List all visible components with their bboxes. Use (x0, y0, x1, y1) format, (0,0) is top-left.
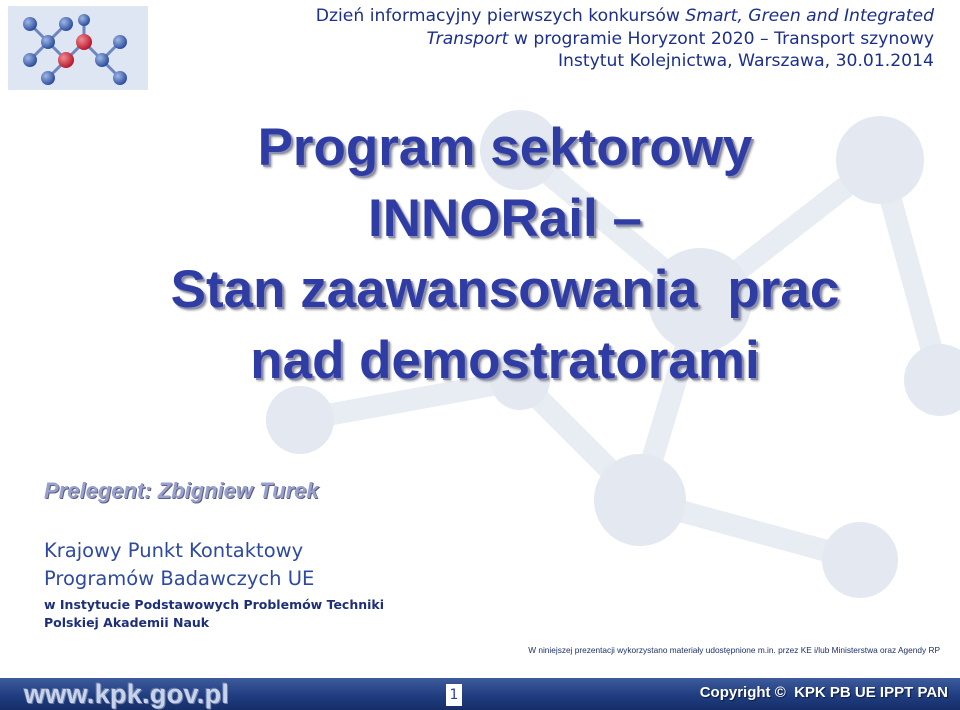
event-line-2: Transport w programie Horyzont 2020 – Transport szynowy (426, 28, 934, 49)
title-line-4: nad demostratorami (250, 331, 760, 390)
organization-block (44, 537, 384, 632)
copyright-notice: Copyright © KPK PB UE IPPT PAN (699, 684, 948, 701)
slide-title (40, 112, 960, 396)
title-line-3: Stan zaawansowania prac (170, 260, 840, 319)
title-line-2: INNORail – (368, 189, 642, 248)
org-line-2: Programów Badawczych UE (44, 567, 315, 590)
presenter-name: Prelegent: Zbigniew Turek (44, 478, 319, 503)
footer-url-link[interactable]: www.kpk.gov.pl (24, 679, 230, 709)
org-line-4: Polskiej Akademii Nauk (44, 615, 210, 630)
event-line-3: Instytut Kolejnictwa, Warszawa, 30.01.2014 (557, 51, 934, 71)
kpk-molecule-logo (8, 6, 148, 90)
disclaimer-note: W niniejszej prezentacji wykorzystano materiały udostępnione m.in. przez KE i/lub Ministerstwa oraz Agendy RP (528, 645, 940, 655)
footer-bar (0, 678, 960, 710)
org-line-3: w Instytucie Podstawowych Problemów Techniki (44, 597, 385, 612)
title-line-1: Program sektorowy (257, 118, 753, 177)
event-line-1: Dzień informacyjny pierwszych konkursów Smart, Green and Integrated (315, 6, 934, 26)
slide-header (0, 0, 960, 96)
org-line-1: Krajowy Punkt Kontaktowy (44, 539, 304, 562)
page-number: 1 (446, 684, 462, 706)
event-info (316, 5, 934, 73)
